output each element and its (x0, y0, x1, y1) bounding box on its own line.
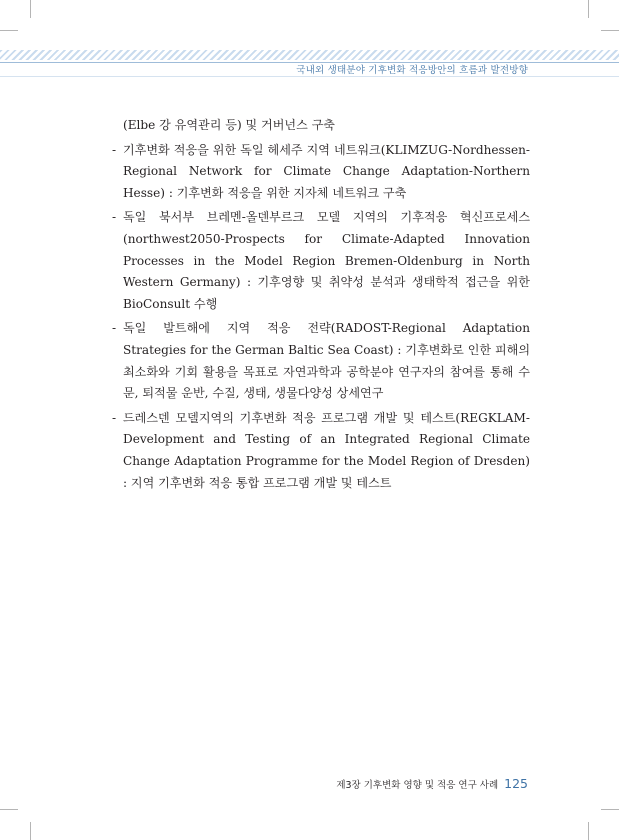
crop-mark (601, 809, 619, 810)
list-item (114, 140, 530, 205)
list-item-text: 기후변화 적응을 위한 독일 헤세주 지역 네트워크(KLIMZUG-Nordhessen-Regional Network for Climate Change Adaptation-Northern Hesse) : 기후변화 적응을 위한 지자체 네트워크 구축 (123, 142, 530, 200)
bullet-dash: - (112, 210, 117, 225)
bullet-dash: - (112, 321, 117, 336)
body-text (114, 115, 530, 494)
running-head: 국내외 생태분야 기후변화 적응방안의 흐름과 발전방향 (296, 65, 528, 76)
crop-mark (30, 0, 31, 18)
bullet-list (114, 140, 530, 495)
list-item-text: 드레스덴 모델지역의 기후변화 적응 프로그램 개발 및 테스트(REGKLAM-Development and Testing of an Integrated Regional Climate Change Adaptation Programme for the Model Region of Dresden) : 지역 기후변화 적응 통합 프로그램 개발 및 테스트 (123, 410, 530, 490)
crop-mark (0, 30, 18, 31)
list-item (114, 318, 530, 404)
crop-mark (601, 30, 619, 31)
crop-mark (588, 0, 589, 18)
bullet-dash: - (112, 142, 117, 157)
header-pattern-band (0, 50, 619, 60)
continuation-line: (Elbe 강 유역관리 등) 및 거버넌스 구축 (123, 118, 335, 132)
crop-mark (0, 809, 18, 810)
list-item-text: 독일 북서부 브레멘-올덴부르크 모델 지역의 기후적응 혁신프로세스(northwest2050-Prospects for Climate-Adapted Innovation Processes in the Model Region Bremen-Oldenburg in North Western Germany) : 기후영향 및 취약성 분석과 생태학적 접근을 위한 BioConsult 수행 (123, 210, 530, 311)
list-item (114, 207, 530, 315)
header-rule-lower (0, 76, 619, 77)
page-footer (336, 776, 528, 791)
list-item-text: 독일 발트해에 지역 적응 전략(RADOST-Regional Adaptation Strategies for the German Baltic Sea Coast) : 기후변화로 인한 피해의 최소화와 기회 활용을 목표로 자연과학과 공학분야 연구자의 참여를 통해 수문, 퇴적물 운반, 수질, 생태, 생물다양성 상세연구 (123, 321, 530, 401)
list-item (114, 408, 530, 494)
crop-mark (30, 822, 31, 840)
page-number: 125 (504, 776, 528, 791)
chapter-title: 제3장 기후변화 영향 및 적응 연구 사례 (336, 780, 499, 791)
bullet-dash: - (112, 410, 117, 425)
crop-mark (588, 822, 589, 840)
